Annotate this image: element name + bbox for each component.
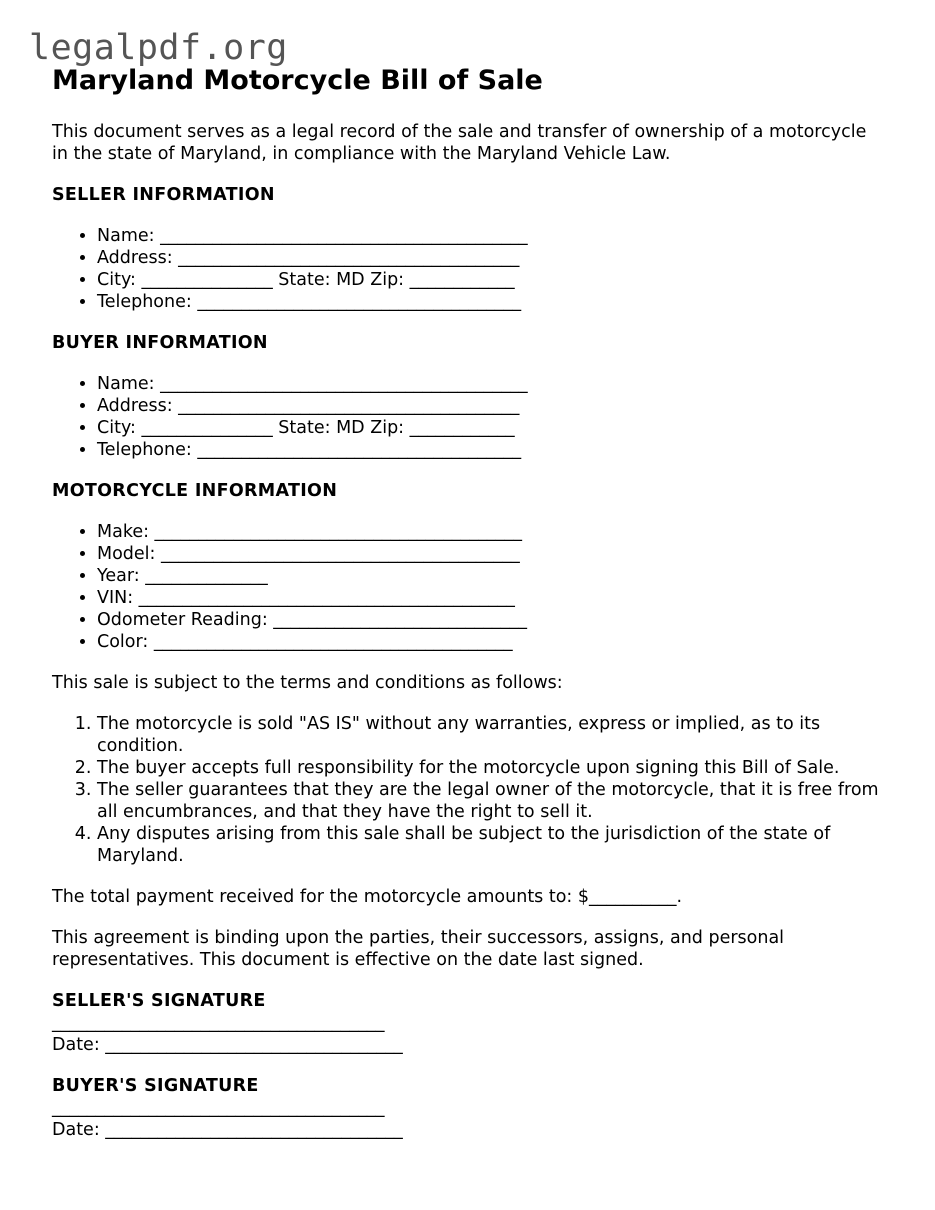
buyer-fields [52,373,882,461]
buyer-signature-heading: BUYER'S SIGNATURE [52,1076,259,1096]
buyer-city-state-zip-field[interactable]: • City: _______________ State: MD Zip: ____________ [97,417,882,439]
seller-telephone-field[interactable]: • Telephone: _____________________________________ [97,291,882,313]
watermark-logo: legalpdf.org [29,28,288,68]
seller-fields [52,225,882,313]
term-item: 3. The seller guarantees that they are the legal owner of the motorcycle, that it is free from all encumbrances, and that they have the right to sell it. [97,779,882,823]
seller-heading: SELLER INFORMATION [52,185,275,205]
motorcycle-fields [52,521,882,653]
term-item: 2. The buyer accepts full responsibility for the motorcycle upon signing this Bill of Sale. [97,757,882,779]
seller-signature-line[interactable]: ______________________________________ [52,1013,385,1033]
seller-name-field[interactable]: • Name: __________________________________________ [97,225,882,247]
motorcycle-odometer-field[interactable]: • Odometer Reading: _____________________________ [97,609,882,631]
terms-intro: This sale is subject to the terms and conditions as follows: [52,673,563,693]
motorcycle-vin-field[interactable]: • VIN: ___________________________________________ [97,587,882,609]
motorcycle-year-field[interactable]: • Year: ______________ [97,565,882,587]
document-title: Maryland Motorcycle Bill of Sale [52,65,543,96]
seller-signature-heading: SELLER'S SIGNATURE [52,991,266,1011]
seller-city-state-zip-field[interactable]: • City: _______________ State: MD Zip: ____________ [97,269,882,291]
buyer-telephone-field[interactable]: • Telephone: _____________________________________ [97,439,882,461]
buyer-date-field[interactable]: Date: __________________________________ [52,1120,403,1140]
buyer-signature-line[interactable]: ______________________________________ [52,1098,385,1118]
terms-list [52,713,882,867]
payment-amount-field[interactable]: The total payment received for the motorcycle amounts to: $__________. [52,887,683,907]
motorcycle-heading: MOTORCYCLE INFORMATION [52,481,338,501]
intro-paragraph: This document serves as a legal record of the sale and transfer of ownership of a motorcycle in the state of Maryland, in compliance with the Maryland Vehicle Law. [52,122,867,164]
buyer-name-field[interactable]: • Name: __________________________________________ [97,373,882,395]
term-item: 1. The motorcycle is sold "AS IS" without any warranties, express or implied, as to its condition. [97,713,882,757]
term-item: 4. Any disputes arising from this sale shall be subject to the jurisdiction of the state of Maryland. [97,823,882,867]
motorcycle-model-field[interactable]: • Model: _________________________________________ [97,543,882,565]
binding-paragraph: This agreement is binding upon the parties, their successors, assigns, and personal representatives. This document is effective on the date last signed. [52,928,785,970]
motorcycle-color-field[interactable]: • Color: _________________________________________ [97,631,882,653]
document-body [52,62,882,1141]
seller-address-field[interactable]: • Address: _______________________________________ [97,247,882,269]
buyer-heading: BUYER INFORMATION [52,333,268,353]
buyer-address-field[interactable]: • Address: _______________________________________ [97,395,882,417]
seller-date-field[interactable]: Date: __________________________________ [52,1035,403,1055]
motorcycle-make-field[interactable]: • Make: __________________________________________ [97,521,882,543]
